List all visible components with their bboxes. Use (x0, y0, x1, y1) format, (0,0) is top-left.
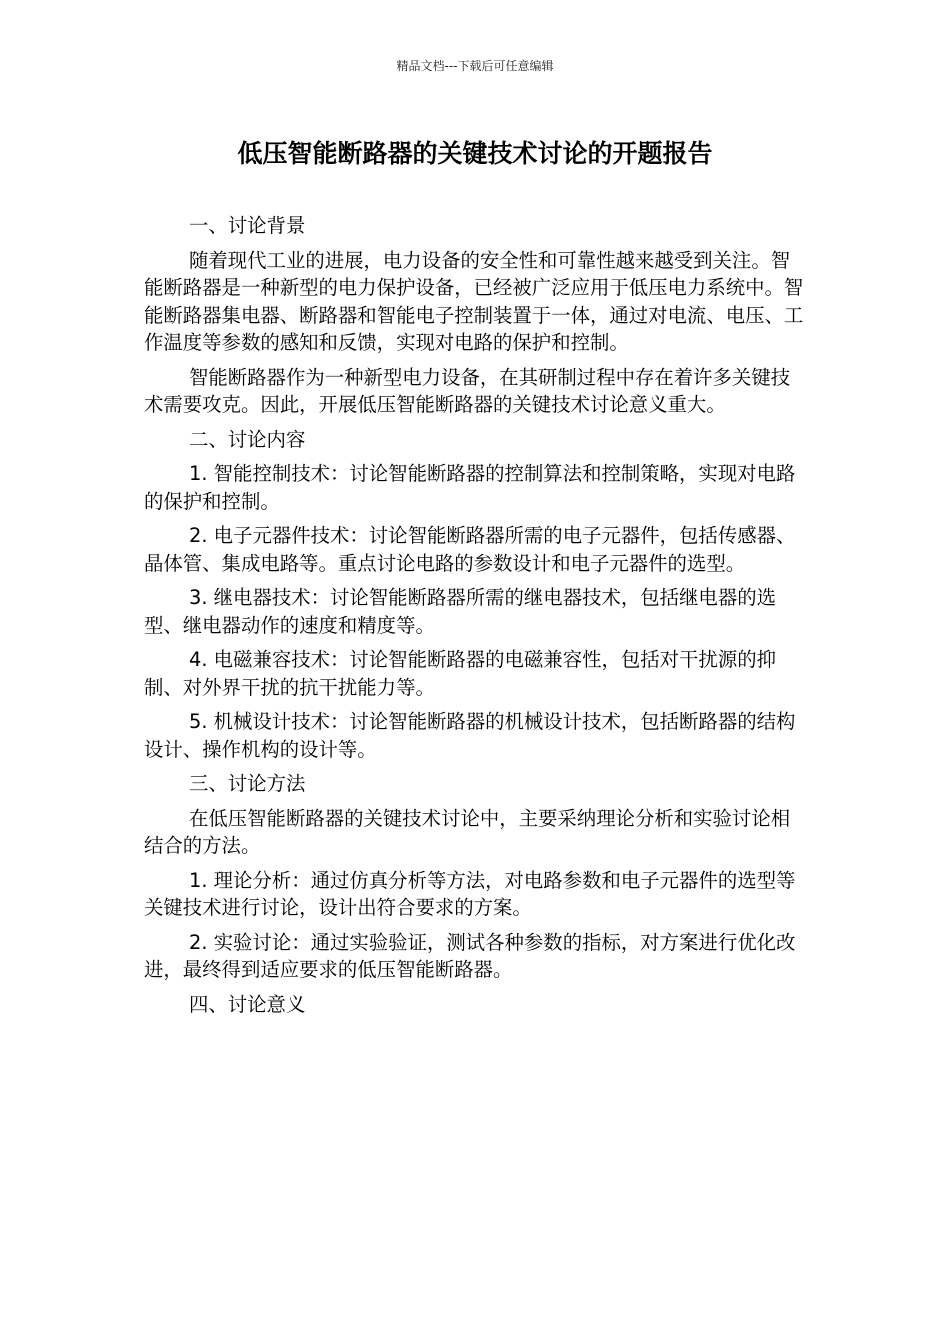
document-body (144, 212, 806, 1025)
content-item-2: 2. 电子元器件技术：讨论智能断路器所需的电子元器件，包括传感器、晶体管、集成电路等。重点讨论电路的参数设计和电子元器件的选型。 (144, 524, 796, 575)
background-paragraph-1: 随着现代工业的进展，电力设备的安全性和可靠性越来越受到关注。智能断路器是一种新型的电力保护设备，已经被广泛应用于低压电力系统中。智能断路器集电器、断路器和智能电子控制装置于一体，通过对电流、电压、工作温度等参数的感知和反馈，实现对电路的保护和控制。 (144, 248, 804, 354)
method-item-1: 1. 理论分析：通过仿真分析等方法，对电路参数和电子元器件的选型等关键技术进行讨论，设计出符合要求的方案。 (144, 868, 796, 919)
section-heading-method: 三、讨论方法 (189, 772, 306, 795)
content-item-1: 1. 智能控制技术：讨论智能断路器的控制算法和控制策略，实现对电路的保护和控制。 (144, 462, 796, 513)
content-item-4: 4. 电磁兼容技术：讨论智能断路器的电磁兼容性，包括对干扰源的抑制、对外界干扰的抗干扰能力等。 (144, 648, 776, 699)
document-title: 低压智能断路器的关键技术讨论的开题报告 (237, 139, 713, 168)
content-item-5: 5. 机械设计技术：讨论智能断路器的机械设计技术，包括断路器的结构设计、操作机构的设计等。 (144, 710, 796, 761)
method-intro: 在低压智能断路器的关键技术讨论中，主要采纳理论分析和实验讨论相结合的方法。 (144, 806, 791, 857)
section-heading-content: 二、讨论内容 (189, 427, 306, 451)
method-item-2: 2. 实验讨论：通过实验验证，测试各种参数的指标，对方案进行优化改进，最终得到适应要求的低压智能断路器。 (144, 930, 796, 981)
background-paragraph-2: 智能断路器作为一种新型电力设备，在其研制过程中存在着许多关键技术需要攻克。因此，开展低压智能断路器的关键技术讨论意义重大。 (144, 365, 791, 416)
section-heading-background: 一、讨论背景 (189, 214, 306, 237)
page-header-note: 精品文档---下载后可任意编辑 (396, 59, 554, 73)
content-item-3: 3. 继电器技术：讨论智能断路器所需的继电器技术，包括继电器的选型、继电器动作的速度和精度等。 (144, 586, 776, 637)
section-heading-significance: 四、讨论意义 (189, 992, 306, 1016)
